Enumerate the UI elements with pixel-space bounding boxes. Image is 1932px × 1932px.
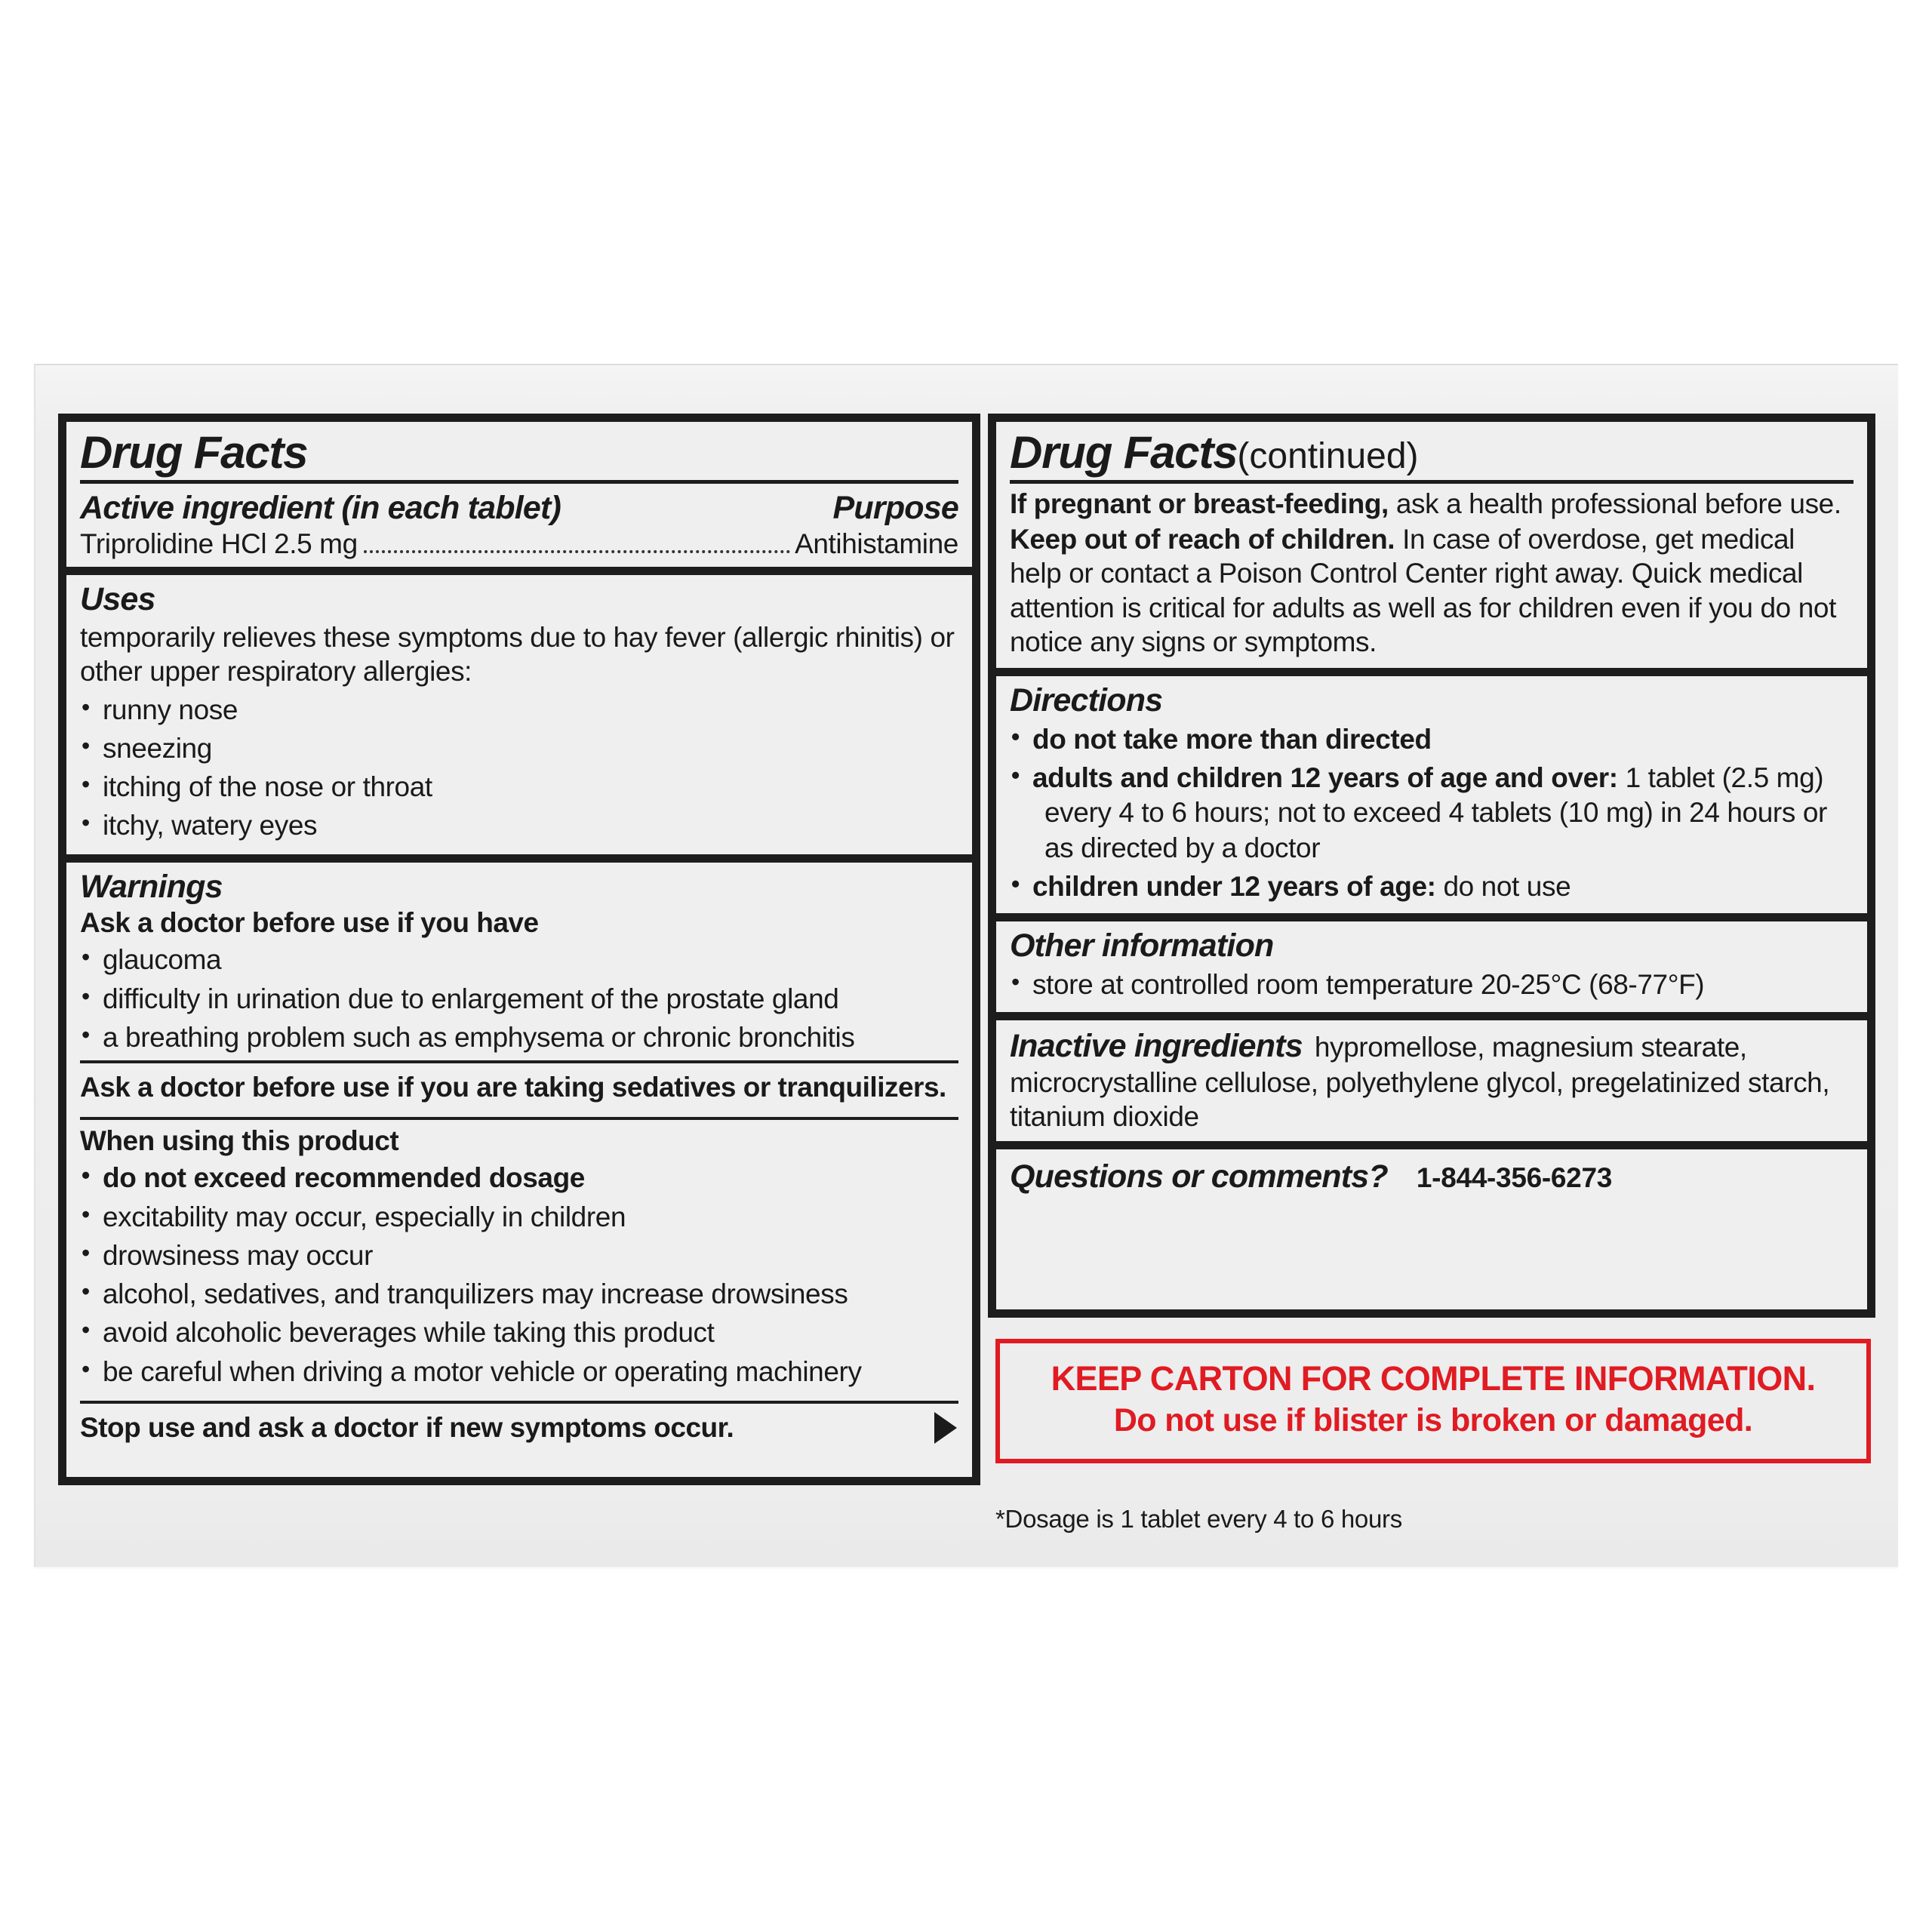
list-item: • do not take more than directed [1010, 722, 1854, 757]
list-item: • store at controlled room temperature 20-25°C (68-77°F) [1010, 968, 1854, 1011]
dosage-footnote: *Dosage is 1 tablet every 4 to 6 hours [995, 1505, 1402, 1533]
list-item: • itchy, watery eyes [80, 808, 958, 854]
stop-use-text: Stop use and ask a doctor if new symptoms occur. [80, 1411, 734, 1443]
directions-children-rest: do not use [1435, 870, 1571, 902]
questions-phone-number[interactable]: 1-844-356-6273 [1416, 1162, 1613, 1194]
purpose-heading: Purpose [832, 490, 958, 527]
section-directions [996, 668, 1867, 913]
when-using-list [80, 1161, 958, 1395]
list-item: • do not exceed recommended dosage [80, 1161, 958, 1195]
warnings-divider-3 [80, 1401, 958, 1404]
section-continued-warnings [996, 422, 1867, 668]
drug-facts-title: Drug Facts [80, 427, 308, 478]
keep-out-of-reach-warning [1010, 521, 1854, 668]
questions-label: Questions or comments? [1010, 1158, 1388, 1195]
ask-doctor-have-heading: Ask a doctor before use if you have [80, 906, 539, 938]
drug-facts-continued-title [1010, 422, 1854, 478]
keep-out-bold: Keep out of reach of children. [1010, 524, 1395, 555]
other-information-list [1010, 968, 1854, 1011]
pregnancy-warning-rest: ask a health professional before use. [1388, 488, 1841, 520]
pregnancy-warning-bold: If pregnant or breast-feeding, [1010, 488, 1389, 520]
alert-line-2: Do not use if blister is broken or damaged. [1113, 1402, 1753, 1439]
section-active-ingredient [66, 422, 972, 567]
questions-row [1010, 1149, 1854, 1204]
list-item [1010, 761, 1854, 866]
carton-surface [35, 365, 1898, 1567]
pregnancy-warning [1010, 484, 1854, 521]
active-ingredient-heading: Active ingredient (in each tablet) [80, 490, 561, 527]
continued-label: (continued) [1237, 436, 1419, 476]
directions-adults-bold: adults and children 12 years of age and over: [1032, 762, 1618, 794]
inactive-ingredients-text: hypromellose, magnesium stearate, microcrystalline cellulose, polyethylene glycol, pregelatinized starch, titanium dioxide [1010, 1031, 1830, 1133]
list-item: • runny nose [80, 693, 958, 728]
drug-facts-right-column [988, 414, 1875, 1318]
dotted-leader [364, 550, 790, 553]
list-item: • sneezing [80, 731, 958, 766]
directions-adults-continued: every 4 to 6 hours; not to exceed 4 tablets (10 mg) in 24 hours or as directed by a doctor [1044, 797, 1827, 863]
active-ingredient-name: Triprolidine HCl 2.5 mg [80, 528, 358, 560]
directions-heading: Directions [1010, 681, 1163, 718]
alert-line-1: KEEP CARTON FOR COMPLETE INFORMATION. [1051, 1359, 1816, 1398]
alert-box [995, 1339, 1871, 1463]
directions-children-bold: children under 12 years of age: [1032, 870, 1436, 902]
warnings-heading: Warnings [80, 868, 223, 905]
section-uses [66, 567, 972, 854]
continuation-arrow-icon [934, 1412, 957, 1444]
section-questions [996, 1141, 1867, 1204]
keep-out-rest: In case of overdose, get medical help or contact a Poison Control Center right away. Quick medical attention is critical for adults as well as for children even if you do not notice any signs or symptoms. [1010, 524, 1836, 657]
list-item [1010, 869, 1854, 913]
list-item: • itching of the nose or throat [80, 770, 958, 804]
ask-doctor-taking-text: Ask a doctor before use if you are taking sedatives or tranquilizers. [80, 1072, 946, 1103]
uses-list [80, 693, 958, 854]
list-item: • avoid alcoholic beverages while taking this product [80, 1315, 958, 1350]
section-warnings [66, 854, 972, 1449]
list-item: • alcohol, sedatives, and tranquilizers may increase drowsiness [80, 1277, 958, 1312]
uses-heading: Uses [80, 581, 155, 618]
warnings-divider-1 [80, 1060, 958, 1063]
active-ingredient-row [80, 527, 958, 567]
list-item: • be careful when driving a motor vehicle or operating machinery [80, 1355, 958, 1395]
uses-intro: temporarily relieves these symptoms due to hay fever (allergic rhinitis) or other upper respiratory allergies: [80, 622, 955, 688]
directions-adults-dose: 1 tablet (2.5 mg) [1617, 762, 1824, 794]
active-ingredient-purpose: Antihistamine [795, 528, 958, 560]
list-item: • a breathing problem such as emphysema or chronic bronchitis [80, 1020, 958, 1055]
section-inactive-ingredients [996, 1012, 1867, 1142]
list-item: • glaucoma [80, 943, 958, 977]
ask-doctor-have-list [80, 943, 958, 1055]
inactive-ingredients-block [1010, 1020, 1854, 1142]
drug-facts-left-column [58, 414, 980, 1485]
list-item: • drowsiness may occur [80, 1238, 958, 1273]
directions-list [1010, 722, 1854, 913]
drug-facts-title-text: Drug Facts [1010, 427, 1238, 478]
when-using-heading: When using this product [80, 1124, 399, 1156]
warnings-divider-2 [80, 1117, 958, 1120]
stop-use-row [80, 1407, 958, 1449]
section-other-information [996, 913, 1867, 1011]
carton-panel [34, 364, 1898, 1567]
list-item: • excitability may occur, especially in children [80, 1200, 958, 1235]
other-information-heading: Other information [1010, 928, 1274, 964]
inactive-ingredients-heading: Inactive ingredients [1010, 1027, 1303, 1064]
active-ingredient-headings [80, 484, 958, 527]
list-item: • difficulty in urination due to enlargement of the prostate gland [80, 982, 958, 1017]
